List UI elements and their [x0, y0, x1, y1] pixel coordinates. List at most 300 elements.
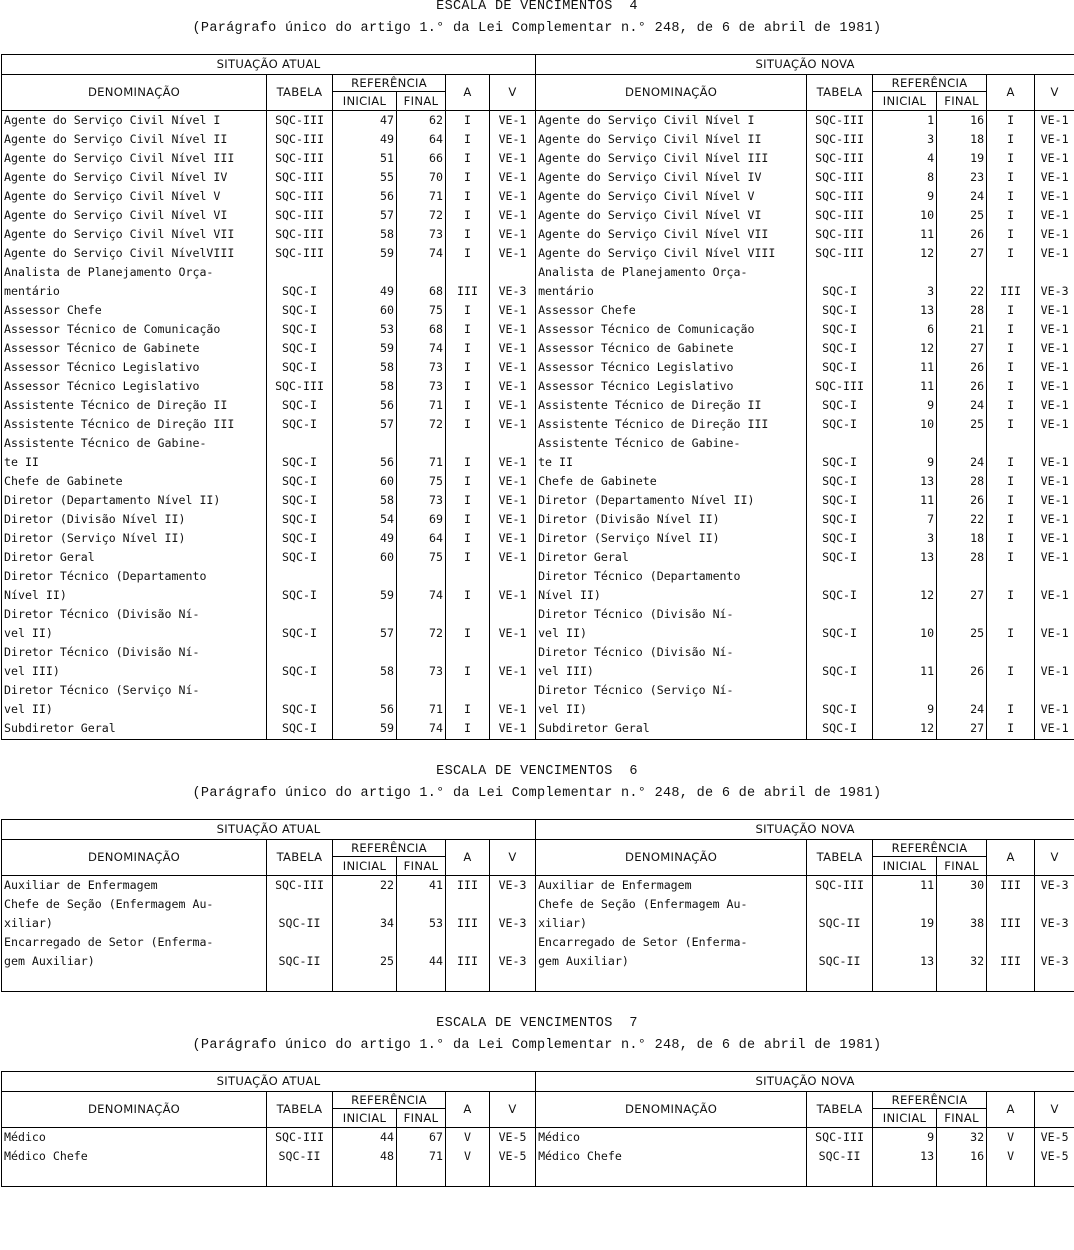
table-cell: I — [987, 719, 1035, 738]
table-cell: 75 — [397, 548, 446, 567]
table-cell — [937, 681, 987, 700]
header-situacao-atual: SITUAÇÃO ATUAL — [2, 1072, 536, 1092]
table-cell: Agente do Serviço Civil Nível I — [2, 111, 267, 131]
table-cell — [937, 971, 987, 992]
table-cell: 53 — [333, 320, 397, 339]
table-row — [2, 719, 1074, 738]
section-subtitle: (Parágrafo único do artigo 1.° da Lei Complementar n.° 248, de 6 de abril de 1981) — [192, 786, 882, 801]
table-cell: Agente do Serviço Civil Nível I — [536, 111, 807, 131]
table-cell: I — [446, 168, 490, 187]
table-cell: Nível II) — [2, 586, 267, 605]
table-cell: Assessor Chefe — [536, 301, 807, 320]
table-row — [2, 586, 1074, 605]
table-cell: Diretor (Serviço Nível II) — [536, 529, 807, 548]
table-cell: SQC-III — [807, 876, 873, 896]
table-cell: SQC-I — [807, 472, 873, 491]
table-cell: III — [987, 952, 1035, 971]
table-cell: 56 — [333, 396, 397, 415]
header-tabela: TABELA — [267, 1092, 333, 1128]
table-cell: VE-1 — [1035, 111, 1074, 131]
table-cell: SQC-II — [267, 952, 333, 971]
table-cell — [937, 567, 987, 586]
table-cell: SQC-I — [267, 396, 333, 415]
table-cell: I — [987, 472, 1035, 491]
table-cell — [397, 263, 446, 282]
table-cell: I — [987, 301, 1035, 320]
table-cell: III — [987, 914, 1035, 933]
table-cell: I — [446, 719, 490, 738]
salary-table — [1, 819, 1074, 992]
table-cell: Assessor Técnico Legislativo — [536, 377, 807, 396]
table-cell: 59 — [333, 244, 397, 263]
table-cell — [807, 681, 873, 700]
table-cell: SQC-I — [267, 320, 333, 339]
table-cell: I — [987, 130, 1035, 149]
table-cell: vel II) — [2, 700, 267, 719]
table-cell: VE-5 — [490, 1128, 536, 1148]
table-cell — [1035, 895, 1074, 914]
header-a: A — [987, 75, 1035, 111]
table-cell: Chefe de Gabinete — [2, 472, 267, 491]
table-cell: SQC-II — [267, 914, 333, 933]
table-cell: VE-1 — [1035, 491, 1074, 510]
table-cell — [446, 1166, 490, 1187]
table-row — [2, 895, 1074, 914]
table-cell: SQC-I — [267, 548, 333, 567]
table-cell: SQC-III — [807, 130, 873, 149]
table-cell: I — [446, 491, 490, 510]
table-cell: I — [446, 225, 490, 244]
table-cell: 12 — [873, 586, 937, 605]
table-cell: 44 — [397, 952, 446, 971]
table-cell: I — [987, 586, 1035, 605]
header-final: FINAL — [937, 1109, 987, 1128]
table-cell: V — [987, 1128, 1035, 1148]
table-cell: 48 — [333, 1147, 397, 1166]
table-cell: VE-1 — [1035, 529, 1074, 548]
table-cell: Diretor (Departamento Nível II) — [2, 491, 267, 510]
table-cell: VE-1 — [1035, 472, 1074, 491]
section-subtitle: (Parágrafo único do artigo 1.° da Lei Complementar n.° 248, de 6 de abril de 1981) — [192, 21, 882, 36]
table-cell: 47 — [333, 111, 397, 131]
table-cell: VE-1 — [1035, 624, 1074, 643]
table-cell: VE-1 — [1035, 225, 1074, 244]
table-cell: 11 — [873, 662, 937, 681]
table-row — [2, 876, 1074, 896]
table-cell: I — [446, 453, 490, 472]
table-cell: 10 — [873, 206, 937, 225]
table-cell: VE-1 — [1035, 187, 1074, 206]
table-cell: I — [446, 662, 490, 681]
header-inicial: INICIAL — [873, 857, 937, 876]
table-cell: VE-1 — [490, 111, 536, 131]
table-cell: VE-1 — [490, 529, 536, 548]
table-cell: VE-3 — [490, 914, 536, 933]
table-cell: 75 — [397, 472, 446, 491]
table-row — [2, 187, 1074, 206]
table-cell: VE-1 — [490, 130, 536, 149]
table-cell — [536, 971, 807, 992]
table-cell: Assistente Técnico de Direção III — [2, 415, 267, 434]
table-cell: Agente do Serviço Civil Nível VII — [2, 225, 267, 244]
table-cell: SQC-I — [267, 491, 333, 510]
table-cell: 69 — [397, 510, 446, 529]
table-cell: 64 — [397, 130, 446, 149]
table-cell: 27 — [937, 586, 987, 605]
table-cell: I — [446, 244, 490, 263]
table-cell: 19 — [873, 914, 937, 933]
table-cell: 9 — [873, 700, 937, 719]
table-row — [2, 1128, 1074, 1148]
header-referencia: REFERÊNCIA — [873, 1092, 987, 1109]
table-cell: SQC-I — [267, 358, 333, 377]
table-cell — [1035, 1166, 1074, 1187]
table-cell — [937, 1166, 987, 1187]
header-v: V — [1035, 1092, 1074, 1128]
table-cell: SQC-I — [807, 719, 873, 738]
table-cell: 11 — [873, 358, 937, 377]
table-cell: I — [987, 700, 1035, 719]
table-cell: 13 — [873, 952, 937, 971]
table-cell — [1035, 434, 1074, 453]
table-cell: SQC-I — [267, 529, 333, 548]
table-cell — [873, 895, 937, 914]
table-cell: 28 — [937, 301, 987, 320]
table-cell: VE-3 — [1035, 952, 1074, 971]
table-cell — [987, 643, 1035, 662]
table-cell: VE-1 — [1035, 396, 1074, 415]
table-cell: Subdiretor Geral — [536, 719, 807, 738]
table-cell: SQC-III — [267, 244, 333, 263]
header-referencia: REFERÊNCIA — [873, 75, 987, 92]
table-cell: 32 — [937, 1128, 987, 1148]
table-cell: VE-1 — [490, 358, 536, 377]
table-row — [2, 396, 1074, 415]
section-heading — [0, 0, 1074, 40]
table-cell: 27 — [937, 244, 987, 263]
table-cell: Médico Chefe — [536, 1147, 807, 1166]
table-cell: Médico — [536, 1128, 807, 1148]
table-cell: I — [446, 358, 490, 377]
table-cell: VE-1 — [490, 244, 536, 263]
table-cell: Assessor Técnico Legislativo — [2, 377, 267, 396]
table-cell: 58 — [333, 225, 397, 244]
table-cell — [446, 263, 490, 282]
table-row — [2, 605, 1074, 624]
table-cell: 26 — [937, 358, 987, 377]
table-cell — [267, 434, 333, 453]
table-cell: 13 — [873, 472, 937, 491]
salary-scale-section — [0, 992, 1074, 1187]
table-cell — [1035, 971, 1074, 992]
table-cell: SQC-I — [267, 510, 333, 529]
table-cell: 49 — [333, 529, 397, 548]
table-cell: SQC-I — [807, 510, 873, 529]
section-title: ESCALA DE VENCIMENTOS 4 — [436, 0, 638, 14]
table-row — [2, 225, 1074, 244]
table-cell — [267, 1166, 333, 1187]
table-cell: Diretor (Divisão Nível II) — [536, 510, 807, 529]
table-cell: 60 — [333, 472, 397, 491]
table-cell — [490, 567, 536, 586]
table-cell: 56 — [333, 187, 397, 206]
table-cell: SQC-I — [267, 339, 333, 358]
table-cell: 73 — [397, 377, 446, 396]
table-cell: 16 — [937, 1147, 987, 1166]
table-cell: 24 — [937, 453, 987, 472]
table-cell: Agente do Serviço Civil Nível II — [2, 130, 267, 149]
table-cell: 22 — [937, 282, 987, 301]
table-cell — [873, 434, 937, 453]
table-cell: I — [987, 377, 1035, 396]
table-cell: SQC-III — [267, 168, 333, 187]
table-cell: Diretor Técnico (Serviço Ní- — [2, 681, 267, 700]
header-denominacao: DENOMINAÇÃO — [2, 1092, 267, 1128]
table-cell: I — [987, 320, 1035, 339]
table-cell: VE-1 — [490, 396, 536, 415]
table-cell: I — [446, 510, 490, 529]
table-cell: SQC-III — [267, 187, 333, 206]
table-cell: I — [446, 529, 490, 548]
table-cell: VE-3 — [1035, 282, 1074, 301]
table-row — [2, 662, 1074, 681]
table-cell: I — [446, 111, 490, 131]
table-cell: 3 — [873, 529, 937, 548]
table-cell: SQC-II — [807, 952, 873, 971]
table-cell: VE-5 — [1035, 1128, 1074, 1148]
table-cell: 49 — [333, 130, 397, 149]
table-cell — [873, 681, 937, 700]
table-cell: 26 — [937, 225, 987, 244]
table-cell — [1035, 681, 1074, 700]
table-cell: VE-1 — [490, 700, 536, 719]
table-cell: 9 — [873, 396, 937, 415]
table-cell: SQC-I — [807, 415, 873, 434]
table-cell — [446, 933, 490, 952]
table-cell: 10 — [873, 624, 937, 643]
table-cell: VE-1 — [1035, 244, 1074, 263]
table-cell: VE-1 — [490, 586, 536, 605]
table-cell: VE-3 — [1035, 876, 1074, 896]
table-cell: Analista de Planejamento Orça- — [536, 263, 807, 282]
table-cell: I — [446, 548, 490, 567]
table-cell: VE-1 — [1035, 358, 1074, 377]
table-cell: 12 — [873, 719, 937, 738]
table-cell: SQC-III — [267, 876, 333, 896]
table-cell: 59 — [333, 339, 397, 358]
table-cell: 34 — [333, 914, 397, 933]
table-cell — [397, 434, 446, 453]
header-tabela: TABELA — [807, 840, 873, 876]
table-cell: Agente do Serviço Civil Nível III — [536, 149, 807, 168]
table-cell — [987, 263, 1035, 282]
table-cell: 8 — [873, 168, 937, 187]
table-cell — [397, 895, 446, 914]
table-cell: 9 — [873, 187, 937, 206]
table-row — [2, 510, 1074, 529]
table-cell: 41 — [397, 876, 446, 896]
table-cell: Subdiretor Geral — [2, 719, 267, 738]
salary-scale-section — [0, 740, 1074, 992]
table-row — [2, 263, 1074, 282]
table-row — [2, 643, 1074, 662]
table-cell: I — [446, 624, 490, 643]
table-cell — [937, 434, 987, 453]
table-row — [2, 168, 1074, 187]
table-cell: Chefe de Seção (Enfermagem Au- — [2, 895, 267, 914]
table-cell: Médico — [2, 1128, 267, 1148]
table-cell: SQC-I — [807, 301, 873, 320]
table-cell — [490, 605, 536, 624]
table-cell: I — [446, 700, 490, 719]
table-cell: te II — [2, 453, 267, 472]
table-cell: VE-1 — [1035, 301, 1074, 320]
table-cell: 71 — [397, 1147, 446, 1166]
table-cell — [333, 971, 397, 992]
table-cell: SQC-I — [807, 282, 873, 301]
header-a: A — [446, 75, 490, 111]
table-cell: SQC-I — [807, 700, 873, 719]
table-cell — [490, 933, 536, 952]
table-cell — [446, 971, 490, 992]
table-cell: 16 — [937, 111, 987, 131]
table-row — [2, 472, 1074, 491]
table-cell: I — [446, 415, 490, 434]
table-cell — [987, 895, 1035, 914]
table-cell: SQC-I — [807, 339, 873, 358]
table-cell: SQC-I — [267, 586, 333, 605]
table-cell — [987, 605, 1035, 624]
table-cell: SQC-I — [267, 301, 333, 320]
table-cell: VE-1 — [490, 377, 536, 396]
table-cell: 58 — [333, 358, 397, 377]
table-cell: VE-1 — [1035, 320, 1074, 339]
table-cell — [267, 567, 333, 586]
header-v: V — [1035, 75, 1074, 111]
table-cell — [267, 895, 333, 914]
table-row — [2, 339, 1074, 358]
header-inicial: INICIAL — [333, 1109, 397, 1128]
table-cell: SQC-I — [267, 282, 333, 301]
table-cell — [333, 643, 397, 662]
table-cell — [333, 681, 397, 700]
table-cell: VE-1 — [490, 320, 536, 339]
section-title: ESCALA DE VENCIMENTOS 7 — [436, 1017, 638, 1031]
table-row — [2, 681, 1074, 700]
table-cell: 64 — [397, 529, 446, 548]
table-cell: mentário — [536, 282, 807, 301]
table-cell — [807, 434, 873, 453]
table-cell: 74 — [397, 586, 446, 605]
table-cell: Diretor (Departamento Nível II) — [536, 491, 807, 510]
header-v: V — [490, 840, 536, 876]
table-cell: 55 — [333, 168, 397, 187]
table-cell: Encarregado de Setor (Enferma- — [536, 933, 807, 952]
table-cell: 57 — [333, 624, 397, 643]
table-cell: Diretor Técnico (Divisão Ní- — [2, 605, 267, 624]
table-cell — [446, 434, 490, 453]
table-cell: Assistente Técnico de Gabine- — [536, 434, 807, 453]
table-cell: VE-1 — [490, 149, 536, 168]
table-cell: I — [446, 377, 490, 396]
table-cell: 54 — [333, 510, 397, 529]
header-referencia: REFERÊNCIA — [873, 840, 987, 857]
table-cell: Agente do Serviço Civil Nível II — [536, 130, 807, 149]
table-cell — [937, 933, 987, 952]
table-cell: III — [446, 282, 490, 301]
table-cell: SQC-III — [267, 130, 333, 149]
table-cell: I — [987, 206, 1035, 225]
table-cell: Diretor Técnico (Divisão Ní- — [536, 605, 807, 624]
table-cell: 49 — [333, 282, 397, 301]
table-cell: SQC-III — [807, 149, 873, 168]
table-cell: VE-1 — [1035, 168, 1074, 187]
table-cell: 24 — [937, 187, 987, 206]
header-final: FINAL — [397, 857, 446, 876]
table-cell: SQC-I — [267, 453, 333, 472]
table-cell: Agente do Serviço Civil NívelVIII — [2, 244, 267, 263]
table-cell: 22 — [333, 876, 397, 896]
table-cell: VE-1 — [490, 510, 536, 529]
table-cell: VE-1 — [490, 719, 536, 738]
table-cell — [536, 1166, 807, 1187]
header-a: A — [987, 1092, 1035, 1128]
table-cell: VE-3 — [490, 876, 536, 896]
table-cell: 38 — [937, 914, 987, 933]
table-cell: SQC-III — [807, 111, 873, 131]
table-cell — [267, 681, 333, 700]
table-cell — [1035, 933, 1074, 952]
table-cell: te II — [536, 453, 807, 472]
table-cell — [397, 933, 446, 952]
table-cell: 10 — [873, 415, 937, 434]
table-cell: Nível II) — [536, 586, 807, 605]
table-cell: Assistente Técnico de Direção II — [2, 396, 267, 415]
table-cell: 73 — [397, 358, 446, 377]
table-cell — [987, 567, 1035, 586]
table-cell: Agente do Serviço Civil Nível V — [536, 187, 807, 206]
table-cell — [987, 933, 1035, 952]
table-cell: 72 — [397, 206, 446, 225]
table-row — [2, 377, 1074, 396]
table-cell: I — [987, 149, 1035, 168]
table-cell: I — [987, 529, 1035, 548]
table-cell — [333, 605, 397, 624]
table-cell — [1035, 567, 1074, 586]
table-cell: VE-1 — [490, 225, 536, 244]
table-cell: Chefe de Gabinete — [536, 472, 807, 491]
table-cell: SQC-III — [807, 187, 873, 206]
table-cell: VE-1 — [1035, 700, 1074, 719]
table-cell — [1035, 263, 1074, 282]
table-cell: Agente do Serviço Civil Nível V — [2, 187, 267, 206]
table-cell: 13 — [873, 301, 937, 320]
header-referencia: REFERÊNCIA — [333, 840, 446, 857]
table-cell — [490, 895, 536, 914]
table-cell: 58 — [333, 491, 397, 510]
salary-table — [1, 1071, 1074, 1187]
table-cell — [397, 681, 446, 700]
table-cell: 23 — [937, 168, 987, 187]
table-cell — [873, 605, 937, 624]
header-inicial: INICIAL — [873, 92, 937, 111]
table-cell: I — [446, 149, 490, 168]
table-cell: SQC-I — [267, 700, 333, 719]
table-cell: SQC-I — [267, 415, 333, 434]
table-cell: I — [446, 301, 490, 320]
table-cell: gem Auxiliar) — [2, 952, 267, 971]
table-row — [2, 491, 1074, 510]
